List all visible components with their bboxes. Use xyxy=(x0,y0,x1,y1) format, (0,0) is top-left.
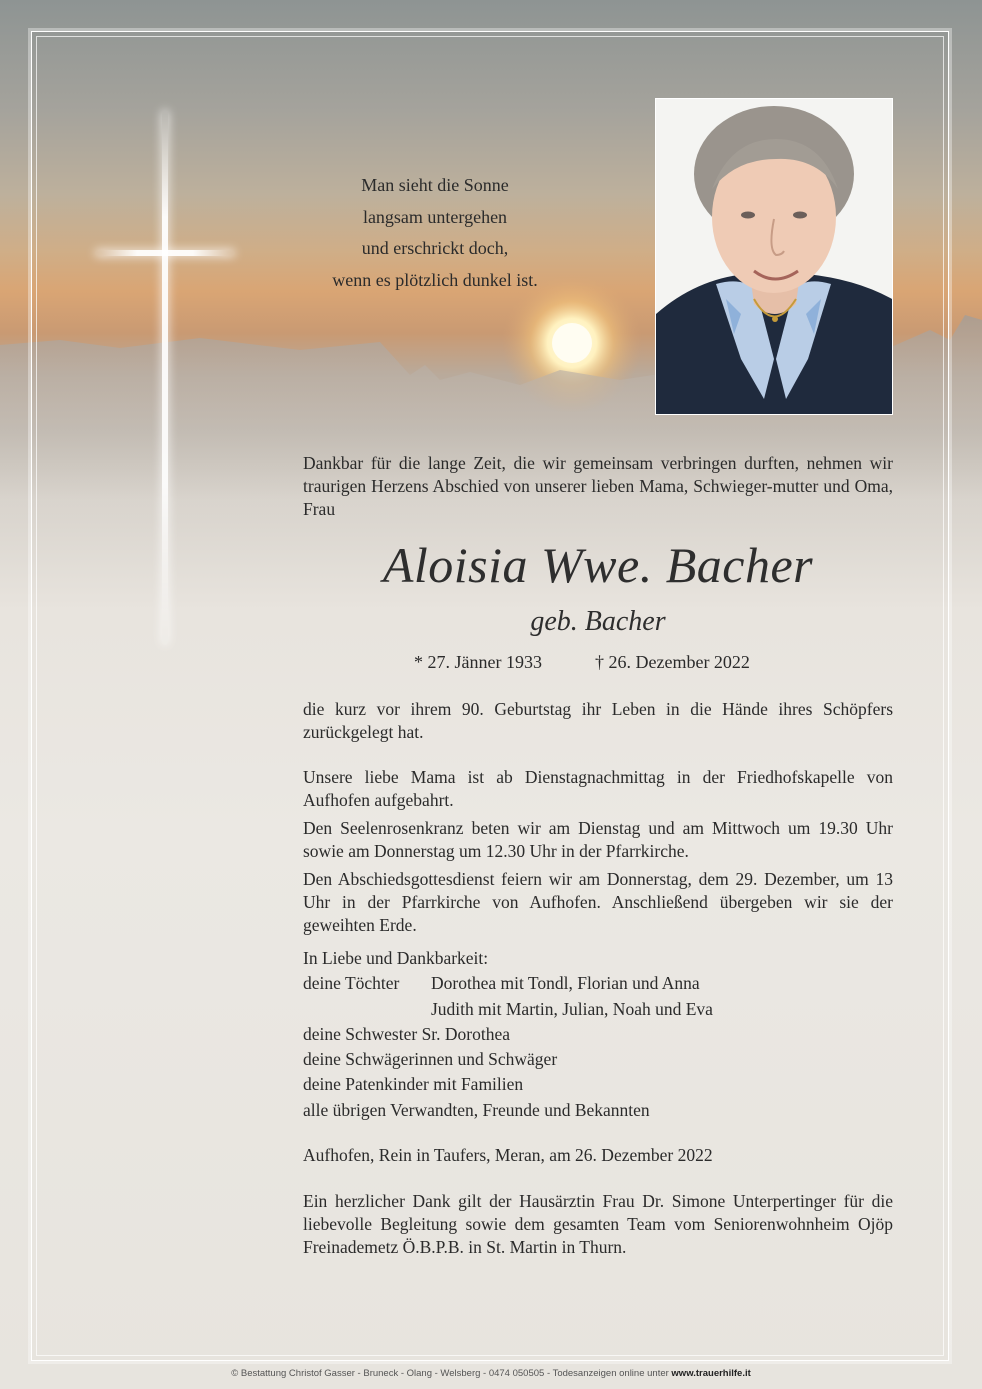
thanks-text: Ein herzlicher Dank gilt der Hausärztin Frau Dr. Simone Unterpertinger für die liebevolle Begleitung sowie dem gesamten Team vom Seniorenwohnheim Ojöp Freinademetz Ö.B.P.B. in St. Martin in Thurn. xyxy=(303,1191,893,1257)
arrangement-paragraph: Den Seelenrosenkranz beten wir am Dienstag und am Mittwoch um 19.30 Uhr sowie am Donnerstag um 12.30 Uhr in der Pfarrkirche. xyxy=(303,818,893,861)
mourners-heading: In Liebe und Dankbarkeit: xyxy=(303,948,489,968)
list-item: deine Schwester Sr. Dorothea xyxy=(303,1023,511,1044)
cross-icon xyxy=(162,110,168,645)
passing-text: die kurz vor ihrem 90. Geburtstag ihr Leben in die Hände ihres Schöpfers zurückgelegt hat. xyxy=(303,699,893,742)
arrangement-paragraph: Den Abschiedsgottesdienst feiern wir am Donnerstag, dem 29. Dezember, um 13 Uhr in der Pfarrkirche von Aufhofen. Anschließend übergeben wir sie der geweihten Erde. xyxy=(303,869,893,935)
mourners-list xyxy=(303,946,893,1123)
maiden-name: geb. Bacher xyxy=(530,606,666,637)
footer-text: © Bestattung Christof Gasser - Bruneck - Olang - Welsberg - 0474 050505 - Todesanzeigen online unter xyxy=(231,1368,669,1379)
intro-text: Dankbar für die lange Zeit, die wir gemeinsam verbringen durften, nehmen wir traurigen Herzens Abschied von unserer lieben Mama, Schwieger-mutter und Oma, Frau xyxy=(303,453,893,519)
portrait-photo xyxy=(655,98,893,415)
list-item: Dorothea mit Tondl, Florian und Anna xyxy=(431,973,700,994)
list-item: deine Schwägerinnen und Schwäger xyxy=(303,1049,558,1070)
poem-line: wenn es plötzlich dunkel ist. xyxy=(332,269,538,290)
poem-line: und erschrickt doch, xyxy=(361,238,509,258)
birth-date: * 27. Jänner 1933 xyxy=(414,652,542,672)
daughters-label: deine Töchter xyxy=(303,973,400,994)
footer-link[interactable]: www.trauerhilfe.it xyxy=(671,1368,751,1379)
life-dates xyxy=(414,652,750,673)
deceased-name: Aloisia Wwe. Bacher xyxy=(382,537,814,593)
list-item: alle übrigen Verwandten, Freunde und Bekannten xyxy=(303,1099,650,1120)
place-date: Aufhofen, Rein in Taufers, Meran, am 26. Dezember 2022 xyxy=(303,1145,713,1165)
poem-line: Man sieht die Sonne xyxy=(361,175,509,195)
poem xyxy=(300,170,570,296)
arrangement-paragraph: Unsere liebe Mama ist ab Dienstagnachmittag in der Friedhofskapelle von Aufhofen aufgebahrt. xyxy=(303,767,893,810)
death-date: † 26. Dezember 2022 xyxy=(594,652,750,672)
list-item: deine Patenkinder mit Familien xyxy=(303,1074,524,1095)
footer xyxy=(0,1368,982,1379)
poem-line: langsam untergehen xyxy=(362,206,508,227)
list-item: Judith mit Martin, Julian, Noah und Eva xyxy=(431,998,713,1019)
cross-icon-bar xyxy=(95,250,235,256)
